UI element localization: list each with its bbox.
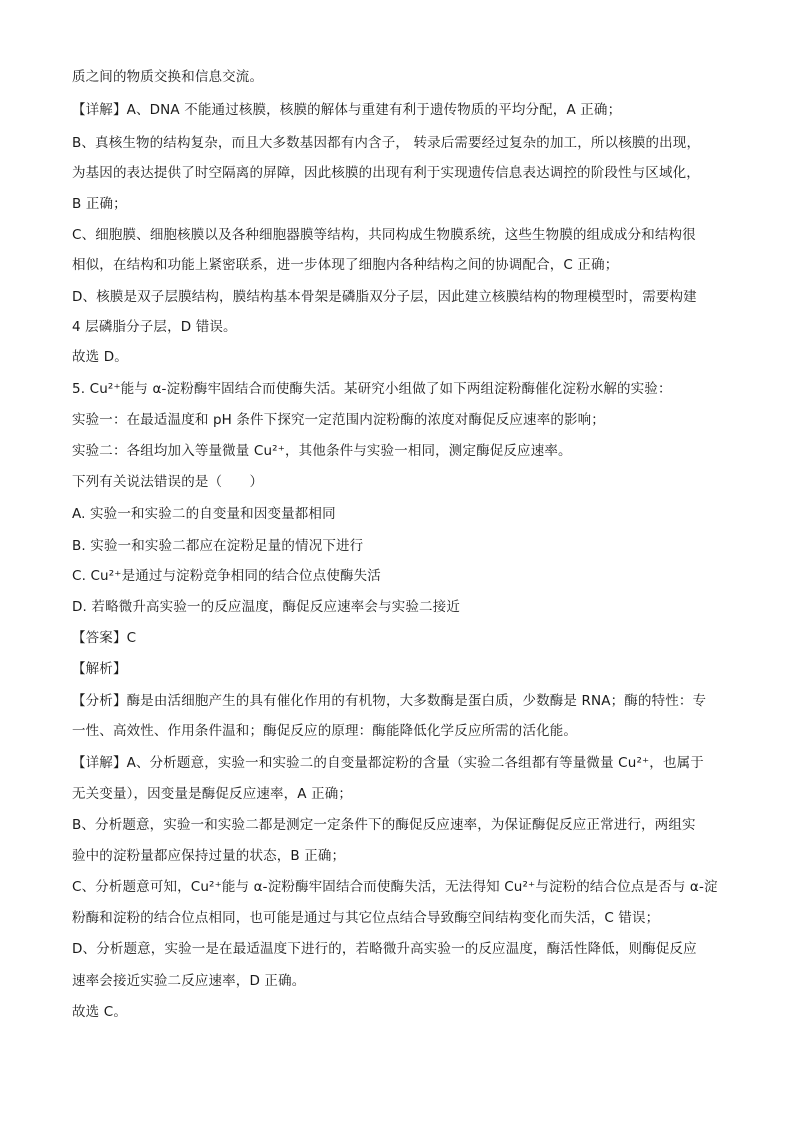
- text-line: 粉酶和淀粉的结合位点相同，也可能是通过与其它位点结合导致酶空间结构变化而失活，C 错误；: [72, 910, 660, 926]
- text-line: 故选 C。: [72, 1004, 127, 1020]
- text-line: 4 层磷脂分子层，D 错误。: [72, 319, 237, 335]
- text-line: 【详解】A、DNA 不能通过核膜，核膜的解体与重建有利于遗传物质的平均分配，A 正确；: [72, 102, 622, 118]
- text-line: 实验一：在最适温度和 pH 条件下探究一定范围内淀粉酶的浓度对酶促反应速率的影响；: [72, 412, 605, 428]
- text-line: 相似，在结构和功能上紧密联系，进一步体现了细胞内各种结构之间的协调配合，C 正确；: [72, 257, 619, 273]
- text-line: 质之间的物质交换和信息交流。: [72, 69, 264, 85]
- option-c: C. Cu²⁺是通过与淀粉竞争相同的结合位点使酶失活: [72, 568, 381, 584]
- text-line: 【分析】酶是由活细胞产生的具有催化作用的有机物，大多数酶是蛋白质，少数酶是 RNA；酶的特性：专: [72, 693, 707, 709]
- text-line: 实验二：各组均加入等量微量 Cu²⁺，其他条件与实验一相同，测定酶促反应速率。: [72, 443, 572, 459]
- question-stem: 5. Cu²⁺能与 α-淀粉酶牢固结合而使酶失活。某研究小组做了如下两组淀粉酶催化淀粉水解的实验：: [72, 381, 672, 397]
- text-line: 为基因的表达提供了时空隔离的屏障，因此核膜的出现有利于实现遗传信息表达调控的阶段性与区域化，: [72, 165, 700, 181]
- text-line: C、分析题意可知，Cu²⁺能与 α-淀粉酶牢固结合而使酶失活，无法得知 Cu²⁺与淀粉的结合位点是否与 α-淀: [72, 879, 718, 895]
- text-line: B 正确；: [72, 196, 127, 212]
- analysis-heading: 【解析】: [72, 661, 127, 677]
- text-line: C、细胞膜、细胞核膜以及各种细胞器膜等结构，共同构成生物膜系统，这些生物膜的组成成分和结构很: [72, 227, 696, 243]
- text-line: 验中的淀粉量都应保持过量的状态，B 正确；: [72, 848, 346, 864]
- text-line: D、核膜是双子层膜结构，膜结构基本骨架是磷脂双分子层，因此建立核膜结构的物理模型时，需要构建: [72, 289, 697, 305]
- text-line: 无关变量），因变量是酶促反应速率，A 正确；: [72, 786, 353, 802]
- text-line: 故选 D。: [72, 349, 128, 365]
- text-line: D、分析题意，实验一是在最适温度下进行的，若略微升高实验一的反应温度，酶活性降低，则酶促反应: [72, 941, 697, 957]
- question-prompt: 下列有关说法错误的是（ ）: [72, 474, 264, 490]
- text-line: B、分析题意，实验一和实验二都是测定一定条件下的酶促反应速率，为保证酶促反应正常进行，两组实: [72, 817, 696, 833]
- option-d: D. 若略微升高实验一的反应温度，酶促反应速率会与实验二接近: [72, 599, 460, 615]
- answer-label: 【答案】C: [72, 630, 137, 646]
- text-line: B、真核生物的结构复杂，而且大多数基因都有内含子， 转录后需要经过复杂的加工，所以核膜的出现，: [72, 135, 701, 151]
- text-line: 速率会接近实验二反应速率，D 正确。: [72, 973, 306, 989]
- option-a: A. 实验一和实验二的自变量和因变量都相同: [72, 506, 336, 522]
- text-line: 【详解】A、分析题意，实验一和实验二的自变量都淀粉的含量（实验二各组都有等量微量 Cu²⁺，也属于: [72, 755, 704, 771]
- text-line: 一性、高效性、作用条件温和；酶促反应的原理：酶能降低化学反应所需的活化能。: [72, 723, 578, 739]
- option-b: B. 实验一和实验二都应在淀粉足量的情况下进行: [72, 538, 364, 554]
